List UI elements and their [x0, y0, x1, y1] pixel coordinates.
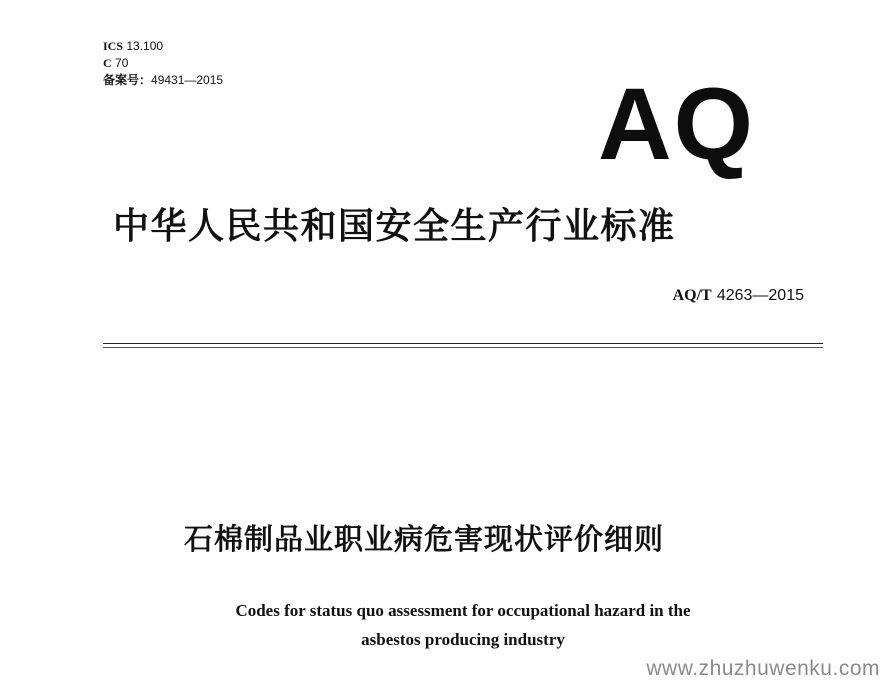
divider-line-secondary — [103, 347, 823, 348]
record-line — [103, 72, 223, 89]
ics-label: ICS — [103, 39, 124, 53]
ics-line — [103, 38, 223, 55]
document-title-english — [20, 596, 886, 654]
ccs-label: C — [103, 56, 112, 70]
aq-logo: AQ — [598, 67, 755, 181]
divider-line — [103, 343, 823, 344]
ccs-line — [103, 55, 223, 72]
classification-block — [103, 38, 223, 89]
issuer-title: 中华人民共和国安全生产行业标准 — [113, 206, 676, 247]
standard-prefix: AQ/T — [672, 287, 712, 304]
record-value: 49431—2015 — [151, 73, 224, 87]
document-title-chinese: 石棉制品业职业病危害现状评价细则 — [183, 522, 664, 556]
standard-number: 4263—2015 — [716, 287, 804, 304]
standard-code — [673, 285, 804, 306]
ccs-value: 70 — [115, 56, 129, 70]
website-watermark: www.zhuzhuwenku.com — [646, 657, 880, 680]
english-title-line-2: asbestos producing industry — [361, 630, 565, 649]
ics-value: 13.100 — [126, 39, 164, 53]
english-title-line-1: Codes for status quo assessment for occupational hazard in the — [235, 601, 691, 620]
record-label: 备案号： — [103, 73, 152, 87]
